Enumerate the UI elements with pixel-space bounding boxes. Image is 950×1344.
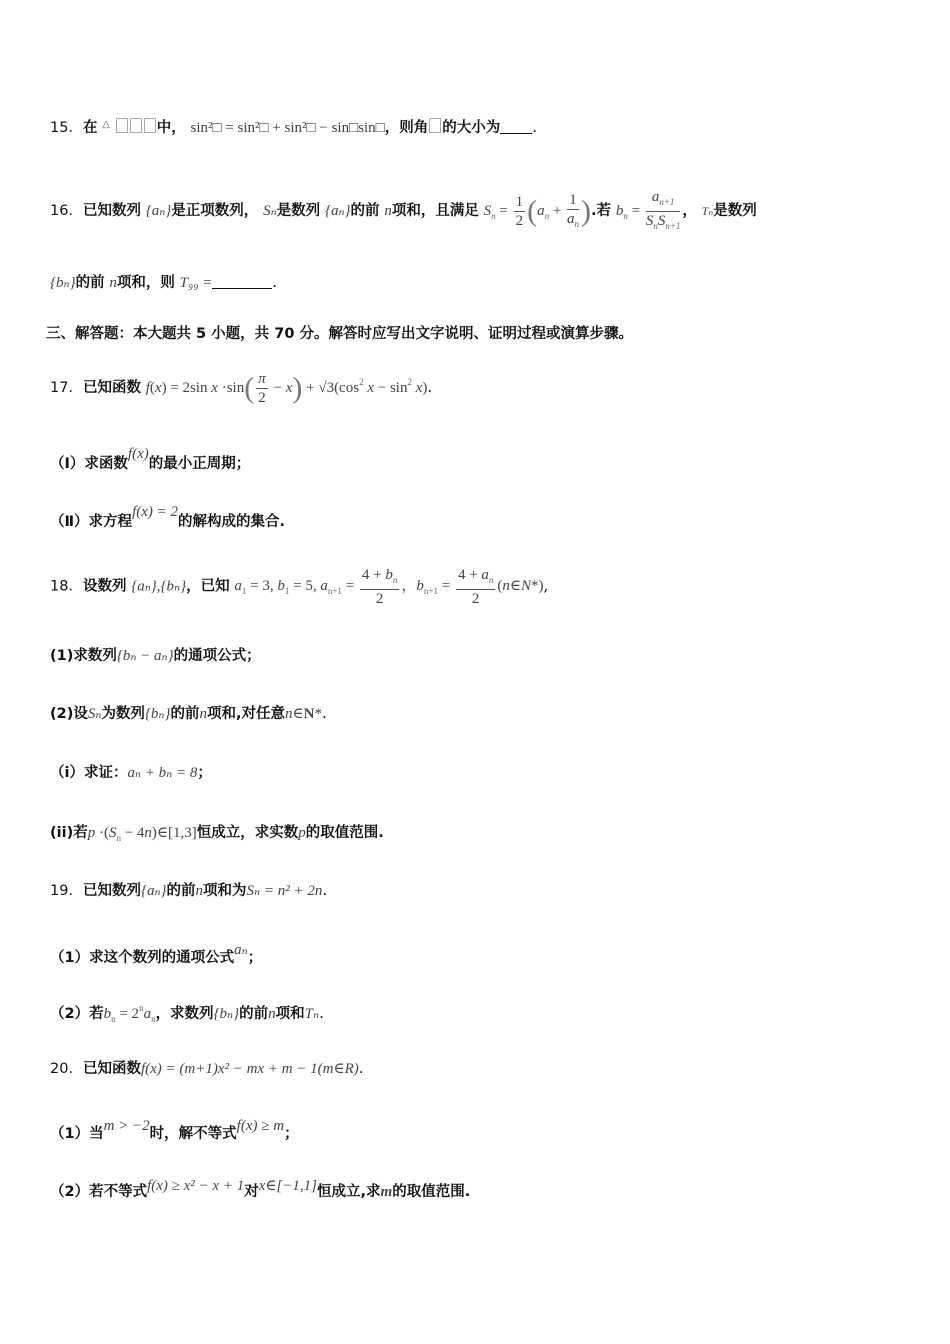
q20-part-1: （1）当m > −2时，解不等式f(x) ≥ m； [50,1118,299,1142]
q18-part-ii: (ii)若$p \cdot(S_n$ − 4n)∈[1,3]恒成立，求实数p的取值范围. [50,825,384,843]
q18-recurrence: $a_1 = 3$, $b_1 = 5$, $a_{n+1}$ = $\frac{4 + b_n}{2}$ ，$b_{n+1}$ = $\frac{4 + a_n}{2}$ (n∈N*) [234,567,544,607]
q19-part-1: （1）求这个数列的通项公式aₙ； [50,942,263,966]
q17-function: f(x) = 2sin x ·sin( $\frac{\pi}{2}$ − $x) + √3(\cos^2$ $x - \sin^2 x$) [145,371,428,406]
q19-part-2: （2）若$b_n = 2^na_n$，求数列{bₙ}的前n项和Tₙ. [50,1003,324,1024]
q16-sn-formula: $S_n$ = $\frac{1}{2}$ ($a_n$ + $\frac{1}{a_n}$ ) [483,191,592,229]
q18-part-1: (1)求数列{bₙ − aₙ}的通项公式； [50,648,261,664]
q15-equation: sin²□ = sin²□ + sin²□ − sin□sin□ [190,120,385,136]
q20-part-2: （2）若不等式f(x) ≥ x² − x + 1对x∈[−1,1]恒成立,求m的取值范围. [50,1178,471,1200]
question-20: 20．已知函数f(x) = (m+1)x² − mx + m − 1(m∈R). [50,1059,364,1077]
question-15: 15．在 △ 中， sin²□ = sin²□ + sin²□ − sin□sin□，则角 的大小为 . [50,118,537,136]
question-17: 17．已知函数 f(x) = 2sin x ·sin( $\frac{\pi}{2}$ − $x) + √3(\cos^2$ $x - \sin^2 x$). [50,371,433,406]
q15-number: 15． [50,120,83,136]
q18-part-i: （i）求证：aₙ + bₙ = 8； [50,765,212,781]
answer-blank[interactable] [500,119,532,134]
q20-function: f(x) = (m+1)x² − mx + m − 1(m∈R) [140,1061,359,1077]
q16-bn-formula: $b_n$ = $\frac{a_{n+1}}{S_nS_{n+1}}$ [615,189,681,231]
q17-part-ii: （Ⅱ）求方程f(x) = 2的解构成的集合. [50,504,286,530]
question-16: 16．已知数列 {aₙ}是正项数列， Sₙ是数列 {aₙ}的前 n项和，且满足 $S_n$ = $\frac{1}{2}$ ($a_n$ + $\frac{1}{a_n}$ ).若 $b_n$ = $\frac{a_{n+1}}{S_nS_{n+1}}$ ， Tₙ是数列 [50,189,757,231]
answer-blank[interactable] [212,274,272,289]
question-16-cont: {bₙ}的前 n项和，则 T₉₉ = . [50,273,278,291]
triangle-icon: △ [102,119,110,130]
q18-part-2: (2)设Sₙ为数列{bₙ}的前n项和,对任意n∈N*. [50,704,327,722]
section-3-heading: 三、解答题：本大题共 5 小题，共 70 分。解答时应写出文字说明、证明过程或演算步骤。 [46,326,633,342]
question-19: 19．已知数列{aₙ}的前n项和为Sₙ = n² + 2n. [50,881,328,899]
q17-part-i: （Ⅰ）求函数f(x)的最小正周期； [50,446,251,472]
question-18: 18．设数列 {aₙ},{bₙ}，已知 $a_1 = 3$, $b_1 = 5$, $a_{n+1}$ = $\frac{4 + b_n}{2}$ ，$b_{n+1}$ = $\frac{4 + a_n}{2}$ (n∈N*), [50,567,549,607]
